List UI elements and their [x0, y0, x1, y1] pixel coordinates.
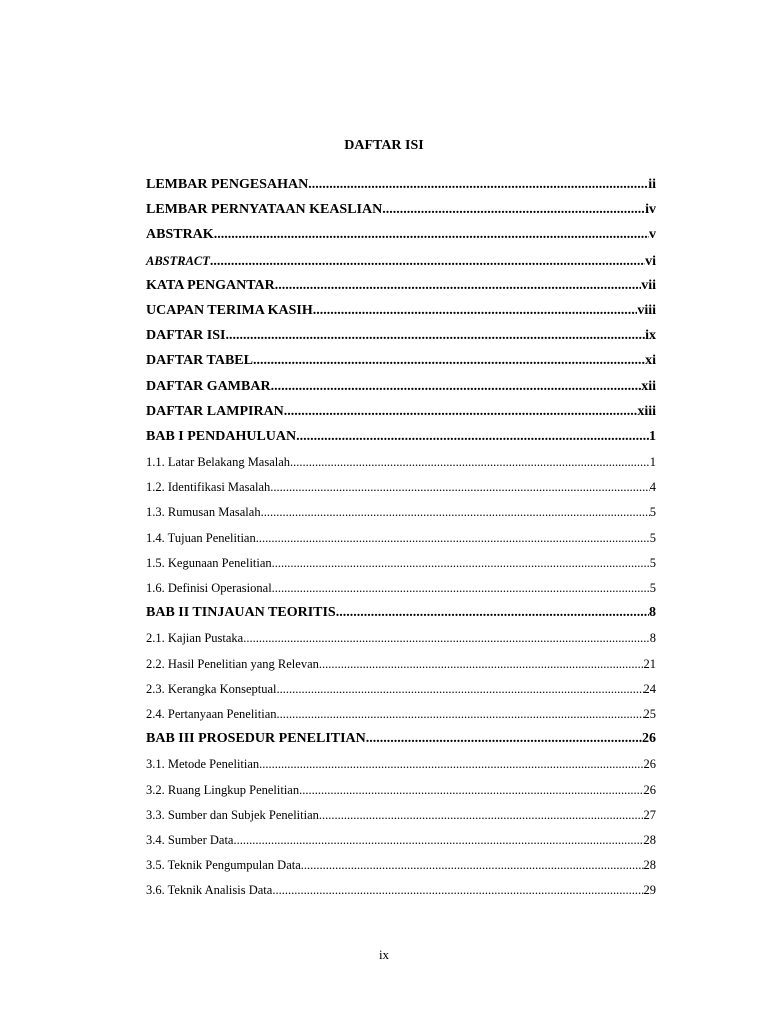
toc-entry-label: UCAPAN TERIMA KASIH: [146, 302, 313, 318]
toc-entry-label: DAFTAR LAMPIRAN: [146, 403, 284, 419]
toc-leader-dots: [313, 300, 638, 322]
toc-entry: [146, 653, 656, 678]
toc-entry-label: 3.5. Teknik Pengumpulan Data: [146, 858, 301, 873]
toc-leader-dots: [261, 501, 650, 523]
toc-entry: [146, 325, 656, 350]
toc-leader-dots: [296, 426, 649, 448]
toc-entry-label: BAB III PROSEDUR PENELITIAN: [146, 731, 366, 747]
toc-entry: [146, 451, 656, 476]
toc-entry: [146, 829, 656, 854]
toc-entry: [146, 728, 656, 753]
toc-leader-dots: [256, 527, 650, 549]
toc-entry-page: 24: [643, 681, 656, 696]
toc-leader-dots: [272, 577, 650, 599]
toc-leader-dots: [301, 854, 644, 876]
toc-leader-dots: [319, 653, 644, 675]
toc-entry: [146, 753, 656, 778]
toc-entry-label: DAFTAR TABEL: [146, 353, 253, 369]
toc-entry-label: 1.5. Kegunaan Penelitian: [146, 555, 272, 570]
toc-entry-page: ix: [645, 328, 656, 344]
toc-leader-dots: [290, 451, 650, 473]
toc-entry: [146, 250, 656, 275]
page-number: ix: [378, 947, 390, 962]
toc-leader-dots: [233, 829, 643, 851]
toc-entry: [146, 627, 656, 652]
page-title: DAFTAR ISI: [344, 138, 424, 153]
toc-entry-page: 8: [649, 605, 656, 621]
toc-leader-dots: [336, 602, 649, 624]
toc-entry-page: xii: [641, 378, 656, 394]
toc-entry-page: 26: [643, 782, 656, 797]
toc-entry: [146, 224, 656, 249]
toc-entry-page: iv: [645, 202, 656, 218]
toc-leader-dots: [243, 627, 650, 649]
toc-entry-label: LEMBAR PERNYATAAN KEASLIAN: [146, 202, 383, 218]
toc-entry: [146, 476, 656, 501]
toc-entry-label: ABSTRAK: [146, 227, 214, 243]
toc-entry-page: 8: [649, 631, 656, 646]
toc-entry-label: 3.4. Sumber Data: [146, 832, 234, 847]
toc-leader-dots: [259, 753, 643, 775]
toc-entry-page: 4: [649, 480, 656, 495]
toc-entry-page: 29: [643, 883, 656, 898]
toc-leader-dots: [271, 376, 642, 398]
toc-leader-dots: [284, 401, 638, 423]
toc-entry-page: 25: [643, 706, 656, 721]
toc-entry-page: 5: [649, 530, 656, 545]
toc-entry-label: 2.4. Pertanyaan Penelitian: [146, 706, 277, 721]
toc-entry-page: 5: [649, 505, 656, 520]
toc-entry-label: 2.1. Kajian Pustaka: [146, 631, 244, 646]
toc-leader-dots: [272, 879, 643, 901]
toc-entry-label: 2.2. Hasil Penelitian yang Relevan: [146, 656, 319, 671]
toc-leader-dots: [214, 224, 649, 246]
toc-entry-label: ABSTRACT: [146, 253, 210, 268]
toc-entry-label: 1.4. Tujuan Penelitian: [146, 530, 256, 545]
toc-entry-page: 26: [642, 731, 656, 747]
toc-entry-page: ii: [648, 177, 656, 192]
toc-entry-label: 3.2. Ruang Lingkup Penelitian: [146, 782, 300, 797]
toc-entry-page: 21: [643, 656, 656, 671]
toc-entry: [146, 678, 656, 703]
toc-entry-label: BAB I PENDAHULUAN: [146, 428, 297, 444]
toc-entry-page: 5: [649, 581, 656, 595]
toc-leader-dots: [366, 728, 642, 750]
toc-entry-page: 1: [649, 428, 656, 444]
toc-entry: [146, 401, 656, 426]
toc-entry-page: 1: [649, 455, 656, 470]
toc-leader-dots: [319, 804, 644, 826]
toc-entry-page: xiii: [637, 403, 656, 419]
toc-leader-dots: [277, 703, 644, 725]
toc-leader-dots: [253, 350, 645, 372]
toc-entry: [146, 703, 656, 728]
toc-entry-label: KATA PENGANTAR: [146, 277, 275, 293]
toc-entry-page: viii: [637, 302, 656, 318]
toc-leader-dots: [277, 678, 644, 700]
toc-entry-label: 3.6. Teknik Analisis Data: [146, 883, 273, 898]
toc-entry: [146, 376, 656, 401]
toc-leader-dots: [308, 174, 648, 196]
toc-entry: [146, 779, 656, 804]
toc-leader-dots: [270, 476, 649, 498]
toc-entry: [146, 275, 656, 300]
toc-entry: [146, 174, 656, 199]
toc-leader-dots: [210, 251, 645, 273]
toc-entry: [146, 199, 656, 224]
toc-entry-label: 2.3. Kerangka Konseptual: [146, 681, 277, 696]
toc-entry-label: 3.1. Metode Penelitian: [146, 757, 260, 772]
toc-entry-label: DAFTAR ISI: [146, 328, 226, 344]
toc-entry-page: 27: [643, 807, 656, 822]
toc-entry-page: 28: [643, 832, 656, 847]
toc-entry-page: 5: [649, 555, 656, 570]
toc-entry: [146, 552, 656, 577]
toc-leader-dots: [275, 275, 641, 297]
toc-entry: [146, 426, 656, 451]
toc-entry-page: vi: [645, 253, 656, 269]
toc-entry: [146, 879, 656, 904]
toc-entry-label: 1.1. Latar Belakang Masalah: [146, 455, 291, 470]
toc-leader-dots: [272, 552, 650, 574]
toc-entry-label: 1.2. Identifikasi Masalah: [146, 480, 271, 495]
toc-leader-dots: [299, 779, 643, 801]
toc-entry-page: 26: [643, 757, 656, 772]
toc-entry: [146, 602, 656, 627]
toc-entry-page: 28: [643, 858, 656, 873]
toc-entry: [146, 854, 656, 879]
toc-leader-dots: [382, 199, 645, 221]
toc-entry-label: 1.6. Definisi Operasional: [146, 581, 272, 595]
toc-entry-page: vii: [641, 277, 656, 293]
toc-entry: [146, 350, 656, 375]
table-of-contents: [146, 174, 656, 904]
toc-entry-page: v: [649, 227, 656, 243]
toc-entry: [146, 577, 656, 602]
toc-entry-label: LEMBAR PENGESAHAN: [146, 177, 309, 192]
toc-entry-page: xi: [645, 353, 656, 369]
toc-entry-label: BAB II TINJAUAN TEORITIS: [146, 605, 336, 621]
toc-entry-label: DAFTAR GAMBAR: [146, 378, 271, 394]
toc-entry-label: 1.3. Rumusan Masalah: [146, 505, 261, 520]
toc-entry: [146, 804, 656, 829]
toc-entry: [146, 501, 656, 526]
toc-leader-dots: [225, 325, 645, 347]
toc-entry-label: 3.3. Sumber dan Subjek Penelitian: [146, 807, 319, 822]
toc-entry: [146, 300, 656, 325]
toc-entry: [146, 527, 656, 552]
